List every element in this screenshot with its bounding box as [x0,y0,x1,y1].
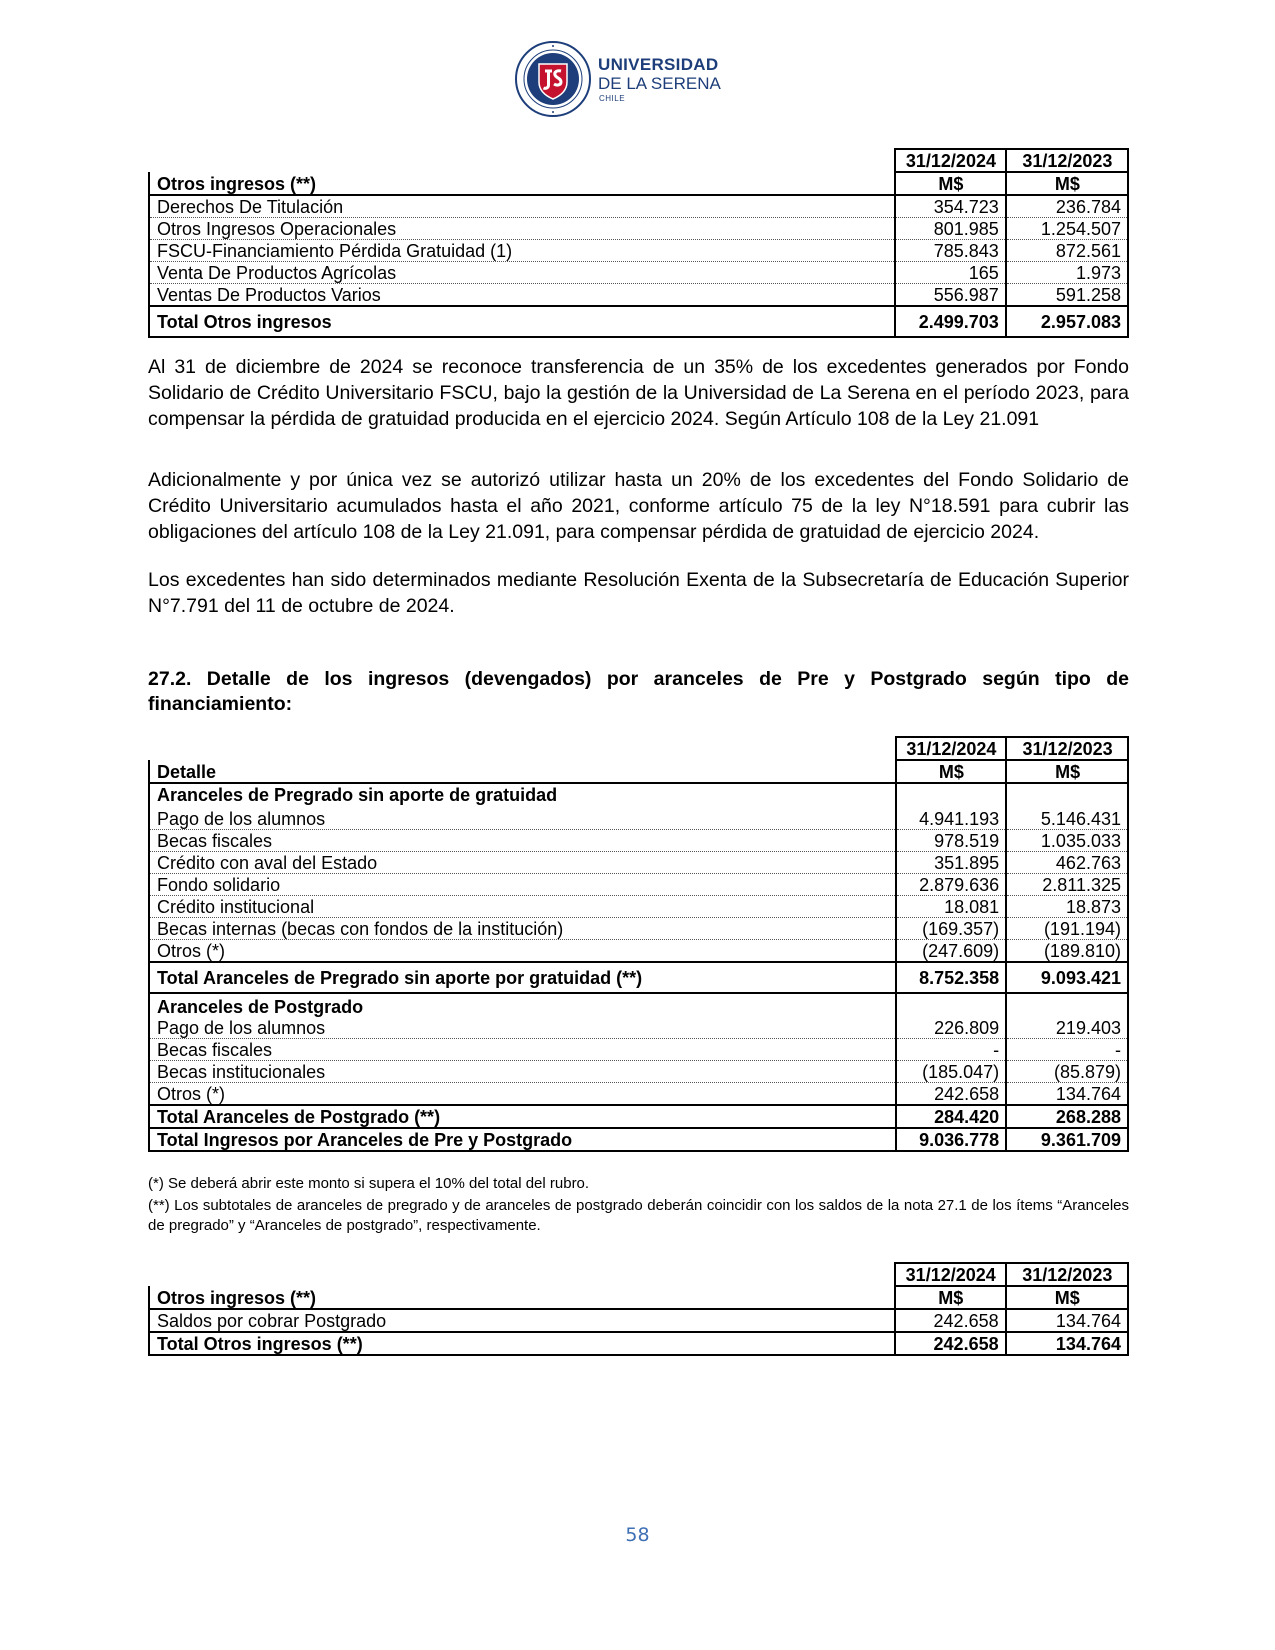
paragraph-fscu: Al 31 de diciembre de 2024 se reconoce transferencia de un 35% de los excedentes generados por Fondo Solidario de Crédito Universitario FSCU, bajo la gestión de la Universidad de La Serena en el período 2023, para compensar la pérdida de gratuidad producida en el ejercicio 2024. Según Artículo 108 de la Ley 21.091 [148,356,1129,430]
logo-title: UNIVERSIDAD [598,55,719,74]
table-row [149,1083,1128,1106]
table-title: Otros ingresos (**) [149,172,895,195]
row-label: Otros Ingresos Operacionales [149,218,895,240]
subtotal-row [149,1105,1128,1128]
value-2024: 785.843 [895,240,1006,262]
total-2024: 242.658 [895,1332,1006,1355]
column-header-2024: 31/12/2024 [895,149,1006,172]
value-2024: (169.357) [896,918,1007,940]
value-2023: 219.403 [1006,1017,1128,1039]
value-2024: 242.658 [896,1083,1007,1106]
section-heading: 27.2. Detalle de los ingresos (devengados) por aranceles de Pre y Postgrado según tipo de financiamiento: [148,668,1129,715]
table-row [149,195,1128,218]
footnote-single: (*) Se deberá abrir este monto si supera el 10% del total del rubro. [148,1175,590,1192]
value-2024: 354.723 [895,195,1006,218]
row-label: Saldos por cobrar Postgrado [149,1309,895,1332]
row-label: Otros (*) [149,940,896,963]
row-label: Venta De Productos Agrícolas [149,262,895,284]
row-label: Derechos De Titulación [149,195,895,218]
row-label: FSCU-Financiamiento Pérdida Gratuidad (1) [149,240,895,262]
otros-ingresos-table [148,148,1129,338]
paragraph-excedentes: Los excedentes han sido determinados mediante Resolución Exenta de la Subsecretaría de Educación Superior N°7.791 del 11 de octubre de 2024. [148,569,1129,617]
value-2024: - [896,1039,1007,1061]
value-2024: 801.985 [895,218,1006,240]
column-header-2023: 31/12/2023 [1006,1263,1128,1286]
row-label: Otros (*) [149,1083,896,1106]
column-header-2024: 31/12/2024 [895,1263,1006,1286]
logo-subtitle: DE LA SERENA [598,74,721,93]
unit-label: M$ [1006,1286,1128,1309]
value-2023: (191.194) [1006,918,1128,940]
unit-label: M$ [895,172,1006,195]
row-label: Becas fiscales [149,1039,896,1061]
unit-label: M$ [895,1286,1006,1309]
aranceles-table [148,736,1129,1152]
subtotal-2024: 8.752.358 [896,962,1007,993]
grand-total-label: Total Ingresos por Aranceles de Pre y Postgrado [149,1128,896,1151]
grand-total-2024: 9.036.778 [896,1128,1007,1151]
value-2024: 978.519 [896,830,1007,852]
table-title: Detalle [149,760,896,783]
total-label: Total Otros ingresos (**) [149,1332,895,1355]
value-2023: 5.146.431 [1006,805,1128,830]
row-label: Becas internas (becas con fondos de la institución) [149,918,896,940]
table-row [149,874,1128,896]
total-row [149,1332,1128,1355]
row-label: Ventas De Productos Varios [149,284,895,307]
footnote-double: (**) Los subtotales de aranceles de pregrado y de aranceles de postgrado deberán coincidir con los saldos de la nota 27.1 de los ítems “Aranceles de pregrado” y “Aranceles de postgrado”, respectivamente. [148,1197,1129,1234]
table-row [149,940,1128,963]
total-2024: 2.499.703 [895,306,1006,337]
value-2024: 165 [895,262,1006,284]
table-row [149,1017,1128,1039]
grand-total-2023: 9.361.709 [1006,1128,1128,1151]
table-row [149,896,1128,918]
value-2023: 591.258 [1006,284,1128,307]
value-2024: (247.609) [896,940,1007,963]
table-row [149,1309,1128,1332]
table-row [149,284,1128,307]
value-2023: 1.973 [1006,262,1128,284]
table-row [149,240,1128,262]
row-label: Pago de los alumnos [149,805,896,830]
logo-country: CHILE [599,94,626,103]
value-2023: 1.035.033 [1006,830,1128,852]
total-2023: 2.957.083 [1006,306,1128,337]
value-2024: 18.081 [896,896,1007,918]
value-2023: 236.784 [1006,195,1128,218]
value-2023: (189.810) [1006,940,1128,963]
value-2024: (185.047) [896,1061,1007,1083]
column-header-2023: 31/12/2023 [1006,149,1128,172]
row-label: Becas fiscales [149,830,896,852]
value-2024: 2.879.636 [896,874,1007,896]
table-title: Otros ingresos (**) [149,1286,895,1309]
row-label: Pago de los alumnos [149,1017,896,1039]
row-label: Crédito institucional [149,896,896,918]
value-2024: 556.987 [895,284,1006,307]
row-label: Becas institucionales [149,1061,896,1083]
section-label-postgrado: Aranceles de Postgrado [149,993,896,1017]
unit-label: M$ [1006,760,1128,783]
value-2023: 134.764 [1006,1309,1128,1332]
subtotal-label: Total Aranceles de Postgrado (**) [149,1105,896,1128]
row-label: Crédito con aval del Estado [149,852,896,874]
table-row [149,830,1128,852]
value-2023: (85.879) [1006,1061,1128,1083]
table-row [149,918,1128,940]
otros-ingresos-postgrado-table [148,1262,1129,1356]
grand-total-row [149,1128,1128,1151]
table-row [149,262,1128,284]
column-header-2023: 31/12/2023 [1006,737,1128,760]
value-2024: 351.895 [896,852,1007,874]
column-header-2024: 31/12/2024 [896,737,1007,760]
value-2024: 4.941.193 [896,805,1007,830]
paragraph-additional: Adicionalmente y por única vez se autorizó utilizar hasta un 20% de los excedentes del Fondo Solidario de Crédito Universitario acumulados hasta el año 2021, conforme artículo 75 de la ley N°18.591 para cubrir las obligaciones del artículo 108 de la Ley 21.091, para compensar pérdida de gratuidad de ejercicio 2024. [148,469,1129,543]
value-2023: 18.873 [1006,896,1128,918]
value-2024: 226.809 [896,1017,1007,1039]
subtotal-row [149,962,1128,993]
total-label: Total Otros ingresos [149,306,895,337]
table-row [149,218,1128,240]
value-2023: 134.764 [1006,1083,1128,1106]
total-row [149,306,1128,337]
value-2023: 462.763 [1006,852,1128,874]
table-row [149,805,1128,830]
university-logo [514,40,724,120]
table-row [149,1039,1128,1061]
subtotal-2023: 268.288 [1006,1105,1128,1128]
unit-label: M$ [896,760,1007,783]
subtotal-label: Total Aranceles de Pregrado sin aporte por gratuidad (**) [149,962,896,993]
table-row [149,852,1128,874]
total-2023: 134.764 [1006,1332,1128,1355]
row-label: Fondo solidario [149,874,896,896]
page-number: 58 [625,1524,650,1546]
university-seal-icon [514,40,592,118]
value-2023: 2.811.325 [1006,874,1128,896]
value-2024: 242.658 [895,1309,1006,1332]
subtotal-2023: 9.093.421 [1006,962,1128,993]
unit-label: M$ [1006,172,1128,195]
subtotal-2024: 284.420 [896,1105,1007,1128]
table-row [149,1061,1128,1083]
section-label-pregrado: Aranceles de Pregrado sin aporte de gratuidad [149,783,896,805]
value-2023: - [1006,1039,1128,1061]
value-2023: 1.254.507 [1006,218,1128,240]
value-2023: 872.561 [1006,240,1128,262]
